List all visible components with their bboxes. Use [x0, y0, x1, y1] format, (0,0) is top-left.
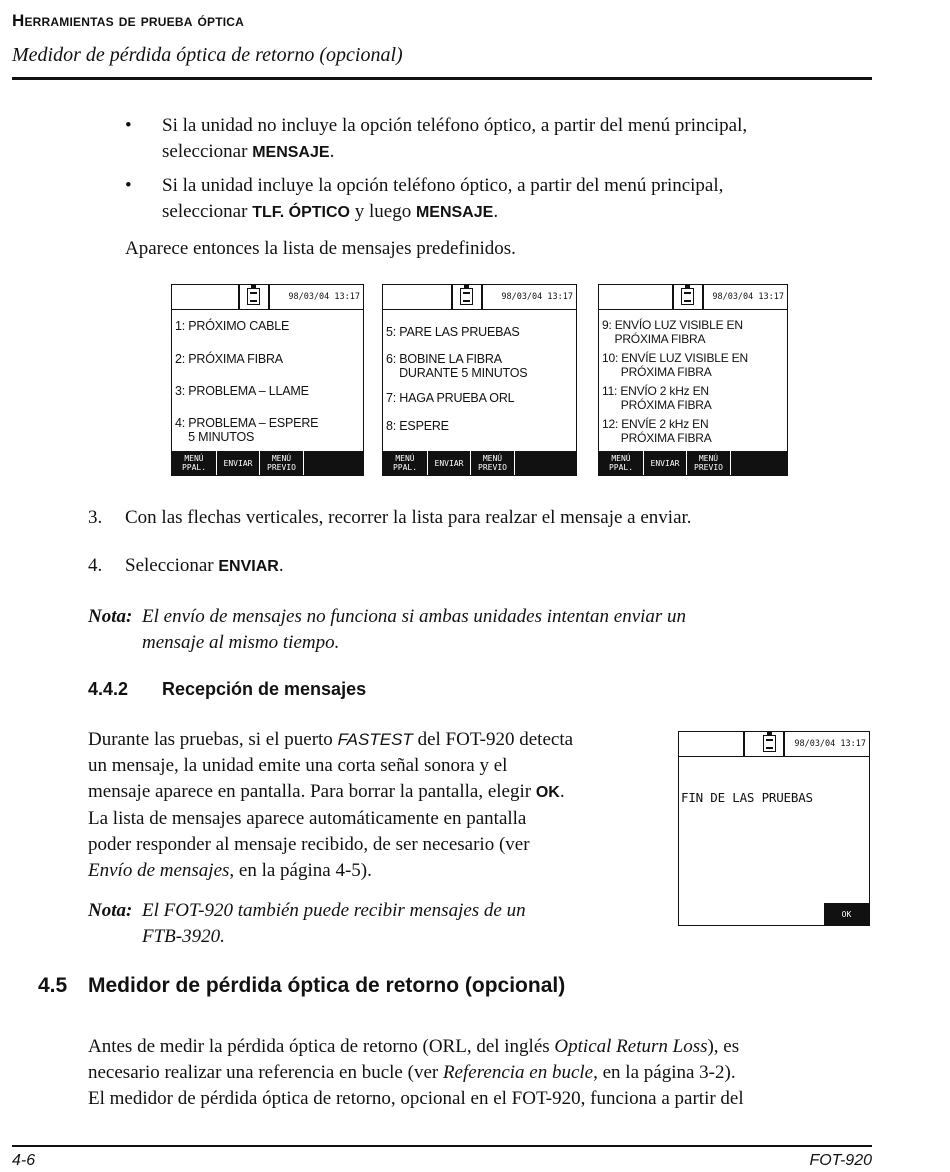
- section-4-5-number: 4.5: [38, 974, 68, 997]
- section-4-5-title: Medidor de pérdida óptica de retorno (opcional): [88, 974, 566, 997]
- bullet-1-dot: •: [125, 115, 132, 136]
- msg-line: 8: ESPERE: [386, 419, 449, 433]
- intro-list-text: Aparece entonces la lista de mensajes predefinidos.: [125, 238, 516, 259]
- bullet-2: [162, 173, 882, 226]
- msg-line: 6: BOBINE LA FIBRA: [386, 352, 502, 366]
- step-4-text: Seleccionar ENVIAR.: [125, 555, 284, 576]
- link-referencia-en-bucle[interactable]: Referencia en bucle: [442, 1062, 594, 1083]
- bullet-1: [162, 113, 882, 166]
- softkey-bar: [172, 451, 363, 475]
- msg-line: PRÓXIMA FIBRA: [602, 398, 712, 412]
- keyword-mensaje-2: MENSAJE: [415, 204, 494, 221]
- orl-paragraph: Antes de medir la pérdida óptica de retorno (ORL, del inglés Optical Return Loss), es necesario realizar una referencia en bucle (ver Referencia en bucle, en la página 3-2). El medidor de pérdida óptica de retorno, opcional en el FOT-920, funciona a partir del: [88, 1036, 744, 1109]
- softkey-menu-previo[interactable]: MENÚ PREVIO: [260, 451, 304, 475]
- msg-line: 2: PRÓXIMA FIBRA: [175, 352, 283, 366]
- battery-icon: [247, 288, 260, 305]
- step-4-number: 4.: [88, 555, 103, 576]
- keyword-enviar: ENVIAR: [218, 558, 279, 575]
- screen-status-bar: [679, 732, 869, 757]
- msg-line: 7: HAGA PRUEBA ORL: [386, 391, 515, 405]
- softkey-menu-ppal[interactable]: MENÚ PPAL.: [599, 451, 644, 475]
- msg-line: 3: PROBLEMA – LLAME: [175, 384, 309, 398]
- note-1-label: Nota:: [88, 606, 133, 627]
- screen-status-bar: [599, 285, 787, 310]
- bullet-2-line1: Si la unidad incluye la opción teléfono óptico, a partir del menú principal,: [162, 175, 724, 196]
- softkey-bar: [383, 451, 576, 475]
- footer-product: FOT-920: [809, 1152, 872, 1169]
- header-rule: [12, 77, 872, 80]
- msg-line: 1: PRÓXIMO CABLE: [175, 319, 290, 333]
- step-3-number: 3.: [88, 507, 103, 528]
- screen-status-bar: [383, 285, 576, 310]
- running-header-title: [12, 11, 244, 31]
- msg-line: 11: ENVÍO 2 kHz EN: [602, 384, 709, 398]
- device-screen-1: [171, 284, 364, 476]
- device-screen-3: [598, 284, 788, 476]
- note-2-label: Nota:: [88, 900, 133, 921]
- keyword-ok: OK: [535, 784, 560, 801]
- softkey-enviar[interactable]: ENVIAR: [644, 451, 687, 475]
- msg-line: 9: ENVÍO LUZ VISIBLE EN: [602, 318, 743, 332]
- softkey-menu-previo[interactable]: MENÚ PREVIO: [471, 451, 515, 475]
- running-header-subtitle: Medidor de pérdida óptica de retorno (opcional): [12, 44, 403, 66]
- msg-line: DURANTE 5 MINUTOS: [386, 366, 528, 380]
- bullet-2-dot: •: [125, 175, 132, 196]
- msg-line: PRÓXIMA FIBRA: [602, 332, 706, 346]
- screen-datetime: 98/03/04 13:17: [794, 739, 866, 749]
- battery-icon: [763, 735, 776, 752]
- device-screen-2: [382, 284, 577, 476]
- msg-line: 5 MINUTOS: [175, 430, 255, 444]
- bullet-1-line2: seleccionar MENSAJE.: [162, 141, 335, 162]
- section-4-4-2-title: Recepción de mensajes: [162, 679, 367, 699]
- receive-paragraph: Durante las pruebas, si el puerto FASTEST del FOT-920 detecta un mensaje, la unidad emite una corta señal sonora y el mensaje aparece en pantalla. Para borrar la pantalla, elegir OK. La lista de mensajes aparece automáticamente en pantalla poder responder al mensaje recibido, de ser necesario (ver Envío de mensajes, en la página 4-5).: [88, 729, 574, 881]
- msg-line: 10: ENVÍE LUZ VISIBLE EN: [602, 351, 748, 365]
- msg-line: 5: PARE LAS PRUEBAS: [386, 325, 520, 339]
- softkey-enviar[interactable]: ENVIAR: [217, 451, 260, 475]
- screen-datetime: 98/03/04 13:17: [501, 292, 573, 302]
- msg-line: PRÓXIMA FIBRA: [602, 365, 712, 379]
- bullet-2-line2: seleccionar TLF. ÓPTICO y luego MENSAJE.: [162, 201, 499, 222]
- softkey-menu-previo[interactable]: MENÚ PREVIO: [687, 451, 731, 475]
- link-envio-de-mensajes[interactable]: Envío de mensajes: [88, 860, 230, 881]
- screen-datetime: 98/03/04 13:17: [712, 292, 784, 302]
- msg-line: 4: PROBLEMA – ESPERE: [175, 416, 319, 430]
- bullet-1-line1: Si la unidad no incluye la opción teléfono óptico, a partir del menú principal,: [162, 115, 748, 136]
- note-2-text: El FOT-920 también puede recibir mensajes de un FTB-3920.: [142, 900, 526, 947]
- softkey-menu-ppal[interactable]: MENÚ PPAL.: [172, 451, 217, 475]
- softkey-menu-ppal[interactable]: MENÚ PPAL.: [383, 451, 428, 475]
- battery-icon: [460, 288, 473, 305]
- header-title-text: Herramientas de prueba óptica: [12, 11, 245, 30]
- screen-datetime: 98/03/04 13:17: [288, 292, 360, 302]
- footer-page-number: 4-6: [12, 1152, 36, 1169]
- step-3-text: Con las flechas verticales, recorrer la lista para realzar el mensaje a enviar.: [125, 507, 692, 528]
- keyword-tlf-optico: TLF. ÓPTICO: [252, 204, 350, 221]
- section-4-4-2-number: 4.4.2: [88, 679, 129, 699]
- device-screen-receive: [678, 731, 870, 926]
- footer-rule: [12, 1145, 872, 1147]
- softkey-enviar[interactable]: ENVIAR: [428, 451, 471, 475]
- fastest-port-name: FASTEST: [337, 730, 413, 749]
- keyword-mensaje: MENSAJE: [252, 144, 330, 161]
- softkey-ok[interactable]: OK: [824, 903, 869, 925]
- battery-icon: [681, 288, 694, 305]
- received-message: FIN DE LAS PRUEBAS: [681, 790, 813, 805]
- note-1-text: El envío de mensajes no funciona si ambas unidades intentan enviar un mensaje al mismo tiempo.: [142, 606, 687, 653]
- msg-line: 12: ENVÍE 2 kHz EN: [602, 417, 709, 431]
- screen-status-bar: [172, 285, 363, 310]
- msg-line: PRÓXIMA FIBRA: [602, 431, 712, 445]
- softkey-bar: [599, 451, 787, 475]
